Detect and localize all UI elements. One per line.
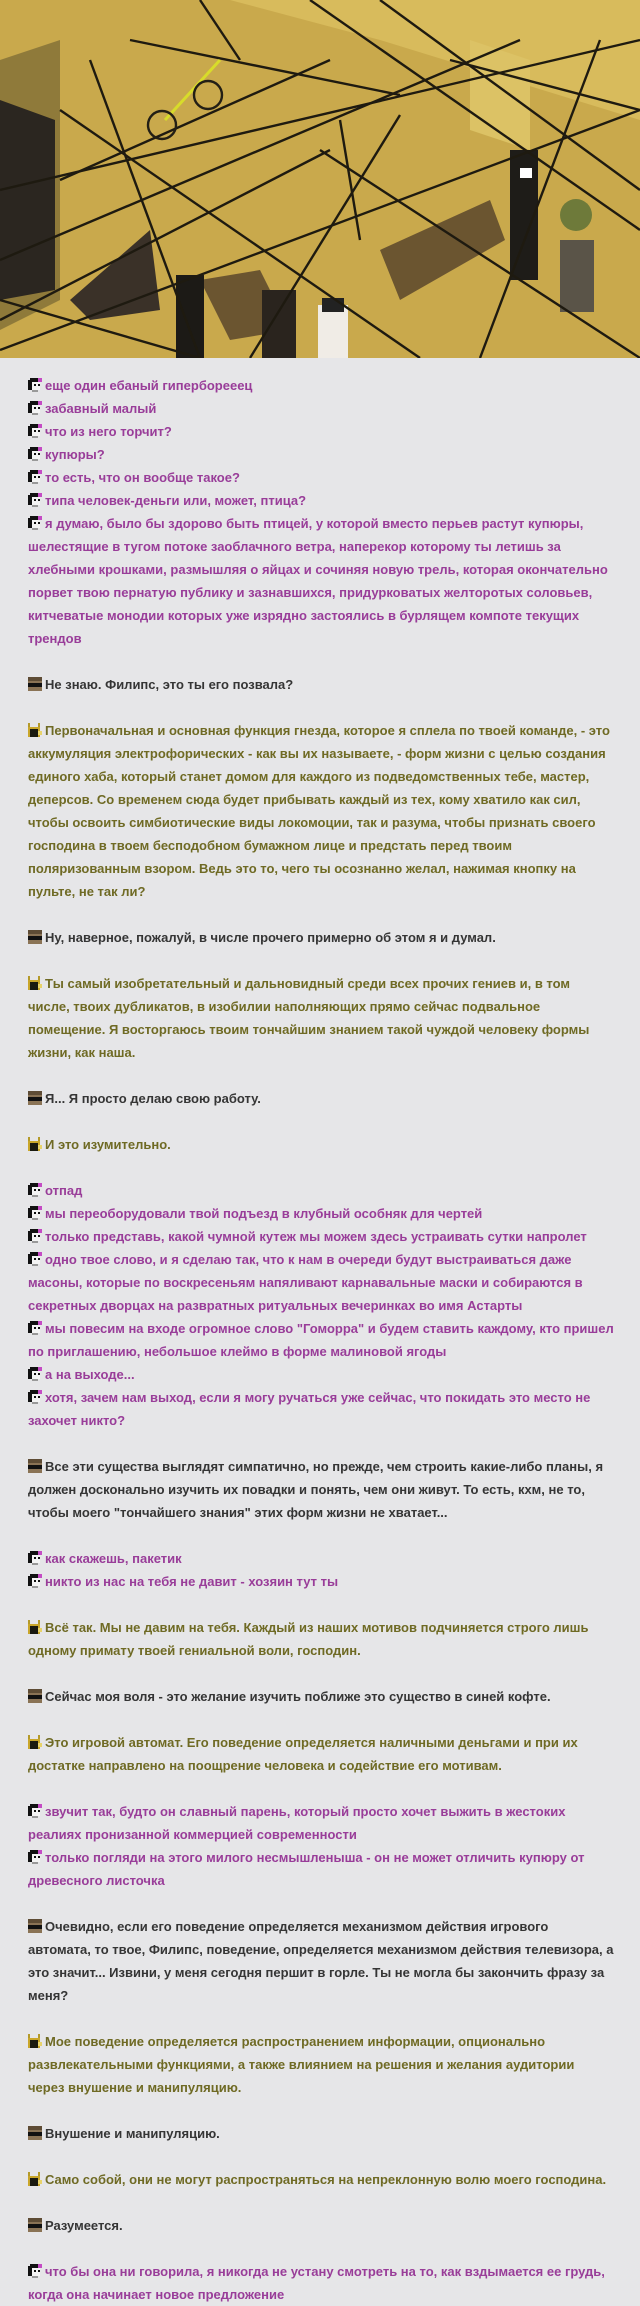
dialogue-block-man — [28, 1087, 614, 1110]
dialogue-text: хотя, зачем нам выход, если я могу ручаться уже сейчас, что покидать это место не захочет никто? — [28, 1390, 591, 1428]
dialogue-text: Очевидно, если его поведение определяется механизмом действия игрового автомата, то твое, Филипс, поведение, определяется механизмом действия телевизора, а это значит... Извини, у меня сегодня першит в горле. Ты не могла бы закончить фразу за меня? — [28, 1919, 614, 2003]
dialogue-block-girl — [28, 1547, 614, 1593]
dialogue-line — [28, 1133, 614, 1156]
dialogue-block-man — [28, 2214, 614, 2237]
dialogue-block-girl — [28, 2260, 614, 2306]
pink-haired-girl-icon — [28, 1229, 42, 1243]
pink-haired-girl-icon — [28, 470, 42, 484]
dialogue-line — [28, 2168, 614, 2191]
dialogue-text: что из него торчит? — [45, 424, 172, 439]
dialogue-text: мы повесим на входе огромное слово "Гоморра" и будем ставить каждому, кто пришел по приглашению, небольшое клеймо в форме малиновой ягоды — [28, 1321, 614, 1359]
dialogue-line — [28, 420, 614, 443]
pink-haired-girl-icon — [28, 1183, 42, 1197]
dialogue-text: типа человек-деньги или, может, птица? — [45, 493, 307, 508]
dialogue-text: а на выходе... — [45, 1367, 135, 1382]
dialogue-block-philips — [28, 1133, 614, 1156]
philips-horned-icon — [28, 723, 42, 737]
pink-haired-girl-icon — [28, 424, 42, 438]
philips-horned-icon — [28, 2034, 42, 2048]
dialogue-line — [28, 443, 614, 466]
dialogue-line — [28, 2030, 614, 2099]
dialogue-text: Не знаю. Филипс, это ты его позвала? — [45, 677, 294, 692]
dialogue-line — [28, 1455, 614, 1524]
dialogue-block-man — [28, 673, 614, 696]
dialogue-line — [28, 1179, 614, 1202]
dialogue-line — [28, 1547, 614, 1570]
dialogue-line — [28, 2260, 614, 2306]
dialogue-line — [28, 1846, 614, 1892]
dialogue-line — [28, 972, 614, 1064]
dialogue-line — [28, 1915, 614, 2007]
pink-haired-girl-icon — [28, 1367, 42, 1381]
pink-haired-girl-icon — [28, 378, 42, 392]
dialogue-line — [28, 489, 614, 512]
dialogue-text: Я... Я просто делаю свою работу. — [45, 1091, 261, 1106]
dialogue-text: одно твое слово, и я сделаю так, что к нам в очереди будут выстраиваться даже масоны, которые по воскресеньям напяливают карнавальные маски и собираются в секретных дворцах на развратных ритуальных вечеринках во имя Астарты — [28, 1252, 583, 1313]
pink-haired-girl-icon — [28, 1252, 42, 1266]
dialogue-text: что бы она ни говорила, я никогда не устану смотреть на то, как вздымается ее грудь, когда она начинает новое предложение — [28, 2264, 605, 2302]
dialogue-block-man — [28, 1915, 614, 2007]
dialogue-line — [28, 374, 614, 397]
dialogue-text: Первоначальная и основная функция гнезда, которое я сплела по твоей команде, - это аккумуляция электрофорических - как вы их называете, - форм жизни с целью создания единого хаба, который станет домом для каждого из подведомственных тебе, мастер, деперсов. Со временем сюда будет прибывать каждый из тех, кому хватило как сил, чтобы освоить симбиотические виды локомоции, так и разума, чтобы признать своего господина в твоем бесподобном бумажном лице и предстать перед твоим поляризованным взором. Ведь это то, чего ты осознанно желал, нажимая кнопку на пульте, не так ли? — [28, 723, 610, 899]
dialogue-line — [28, 1800, 614, 1846]
dialogue-text: Ты самый изобретательный и дальновидный среди всех прочих гениев и, в том числе, твоих дубликатов, в изобилии наполняющих прямо сейчас подвальное помещение. Я восторгаюсь твоим тончайшим знанием такой чуждой человеку формы жизни, как наша. — [28, 976, 590, 1060]
pink-haired-girl-icon — [28, 516, 42, 530]
dialogue-text: Всё так. Мы не давим на тебя. Каждый из наших мотивов подчиняется строго лишь одному примату твоей гениальной воли, господин. — [28, 1620, 589, 1658]
dialogue-block-girl — [28, 1179, 614, 1432]
dialogue-text: Это игровой автомат. Его поведение определяется наличными деньгами и при их достатке направлено на поощрение человека и содействие его мотивам. — [28, 1735, 578, 1773]
dialogue-line — [28, 2214, 614, 2237]
dialogue-block-man — [28, 1685, 614, 1708]
dialogue-text: И это изумительно. — [45, 1137, 171, 1152]
sunglasses-man-icon — [28, 1919, 42, 1933]
dialogue-line — [28, 1248, 614, 1317]
dialogue-text: отпад — [45, 1183, 83, 1198]
pink-haired-girl-icon — [28, 401, 42, 415]
dialogue-line — [28, 1202, 614, 1225]
pink-haired-girl-icon — [28, 1551, 42, 1565]
dialogue-line — [28, 1363, 614, 1386]
philips-horned-icon — [28, 976, 42, 990]
dialogue-block-philips — [28, 2168, 614, 2191]
sunglasses-man-icon — [28, 930, 42, 944]
dialogue-text: я думаю, было бы здорово быть птицей, у которой вместо перьев растут купюры, шелестящие в тугом потоке заоблачного ветра, наперекор которому ты летишь за хлебными крошками, размышляя о яйцах и сочиняя новую трель, которая окончательно порвет твою пернатую публику и зазнавшихся, придурковатых желторотых соловьев, китчеватые монодии которых уже изрядно застоялись в бурлящем компоте текущих трендов — [28, 516, 608, 646]
dialogue-block-philips — [28, 972, 614, 1064]
dialogue-text: забавный малый — [45, 401, 157, 416]
dialogue-text: купюры? — [45, 447, 105, 462]
dialogue-block-man — [28, 926, 614, 949]
dialogue-line — [28, 397, 614, 420]
dialogue-line — [28, 1616, 614, 1662]
pink-haired-girl-icon — [28, 1206, 42, 1220]
sunglasses-man-icon — [28, 1091, 42, 1105]
dialogue-line — [28, 1731, 614, 1777]
pink-haired-girl-icon — [28, 1850, 42, 1864]
dialogue-log — [0, 358, 640, 2306]
philips-horned-icon — [28, 1137, 42, 1151]
sunglasses-man-icon — [28, 677, 42, 691]
dialogue-line — [28, 1087, 614, 1110]
sunglasses-man-icon — [28, 1689, 42, 1703]
pink-haired-girl-icon — [28, 493, 42, 507]
dialogue-text: Внушение и манипуляцию. — [45, 2126, 220, 2141]
dialogue-text: Само собой, они не могут распространяться на непреклонную волю моего господина. — [45, 2172, 607, 2187]
dialogue-block-philips — [28, 1731, 614, 1777]
pink-haired-girl-icon — [28, 1574, 42, 1588]
pink-haired-girl-icon — [28, 447, 42, 461]
game-scene-image — [0, 0, 640, 358]
dialogue-text: то есть, что он вообще такое? — [45, 470, 240, 485]
dialogue-block-philips — [28, 1616, 614, 1662]
dialogue-text: мы переоборудовали твой подъезд в клубный особняк для чертей — [45, 1206, 483, 1221]
dialogue-text: только представь, какой чумной кутеж мы можем здесь устраивать сутки напролет — [45, 1229, 587, 1244]
dialogue-line — [28, 1685, 614, 1708]
dialogue-line — [28, 719, 614, 903]
dialogue-line — [28, 2122, 614, 2145]
dialogue-block-girl — [28, 1800, 614, 1892]
dialogue-text: звучит так, будто он славный парень, который просто хочет выжить в жестоких реалиях пронизанной коммерцией современности — [28, 1804, 566, 1842]
pink-haired-girl-icon — [28, 2264, 42, 2278]
sunglasses-man-icon — [28, 1459, 42, 1473]
dialogue-text: Ну, наверное, пожалуй, в числе прочего примерно об этом я и думал. — [45, 930, 496, 945]
dialogue-text: Мое поведение определяется распространением информации, опционально развлекательными функциями, а также влиянием на решения и желания аудитории через внушение и манипуляцию. — [28, 2034, 575, 2095]
pink-haired-girl-icon — [28, 1321, 42, 1335]
sunglasses-man-icon — [28, 2218, 42, 2232]
philips-horned-icon — [28, 1620, 42, 1634]
dialogue-line — [28, 1225, 614, 1248]
sunglasses-man-icon — [28, 2126, 42, 2140]
dialogue-block-man — [28, 1455, 614, 1524]
dialogue-block-man — [28, 2122, 614, 2145]
dialogue-text: только погляди на этого милого несмышленыша - он не может отличить купюру от древесного листочка — [28, 1850, 585, 1888]
dialogue-text: еще один ебаный гиперборееец — [45, 378, 253, 393]
dialogue-line — [28, 926, 614, 949]
dialogue-text: Сейчас моя воля - это желание изучить поближе это существо в синей кофте. — [45, 1689, 551, 1704]
scene-drawing — [0, 0, 640, 358]
dialogue-text: Разумеется. — [45, 2218, 123, 2233]
dialogue-text: как скажешь, пакетик — [45, 1551, 182, 1566]
philips-horned-icon — [28, 1735, 42, 1749]
dialogue-line — [28, 673, 614, 696]
dialogue-block-philips — [28, 719, 614, 903]
philips-horned-icon — [28, 2172, 42, 2186]
dialogue-block-philips — [28, 2030, 614, 2099]
dialogue-line — [28, 1570, 614, 1593]
pink-haired-girl-icon — [28, 1390, 42, 1404]
dialogue-text: никто из нас на тебя не давит - хозяин тут ты — [45, 1574, 339, 1589]
dialogue-line — [28, 466, 614, 489]
dialogue-line — [28, 512, 614, 650]
dialogue-block-girl — [28, 374, 614, 650]
dialogue-line — [28, 1386, 614, 1432]
dialogue-line — [28, 1317, 614, 1363]
pink-haired-girl-icon — [28, 1804, 42, 1818]
dialogue-text: Все эти существа выглядят симпатично, но прежде, чем строить какие-либо планы, я должен досконально изучить их повадки и понять, чем они живут. То есть, кхм, не то, чтобы моего "тончайшего знания" этих форм жизни не хватает... — [28, 1459, 604, 1520]
